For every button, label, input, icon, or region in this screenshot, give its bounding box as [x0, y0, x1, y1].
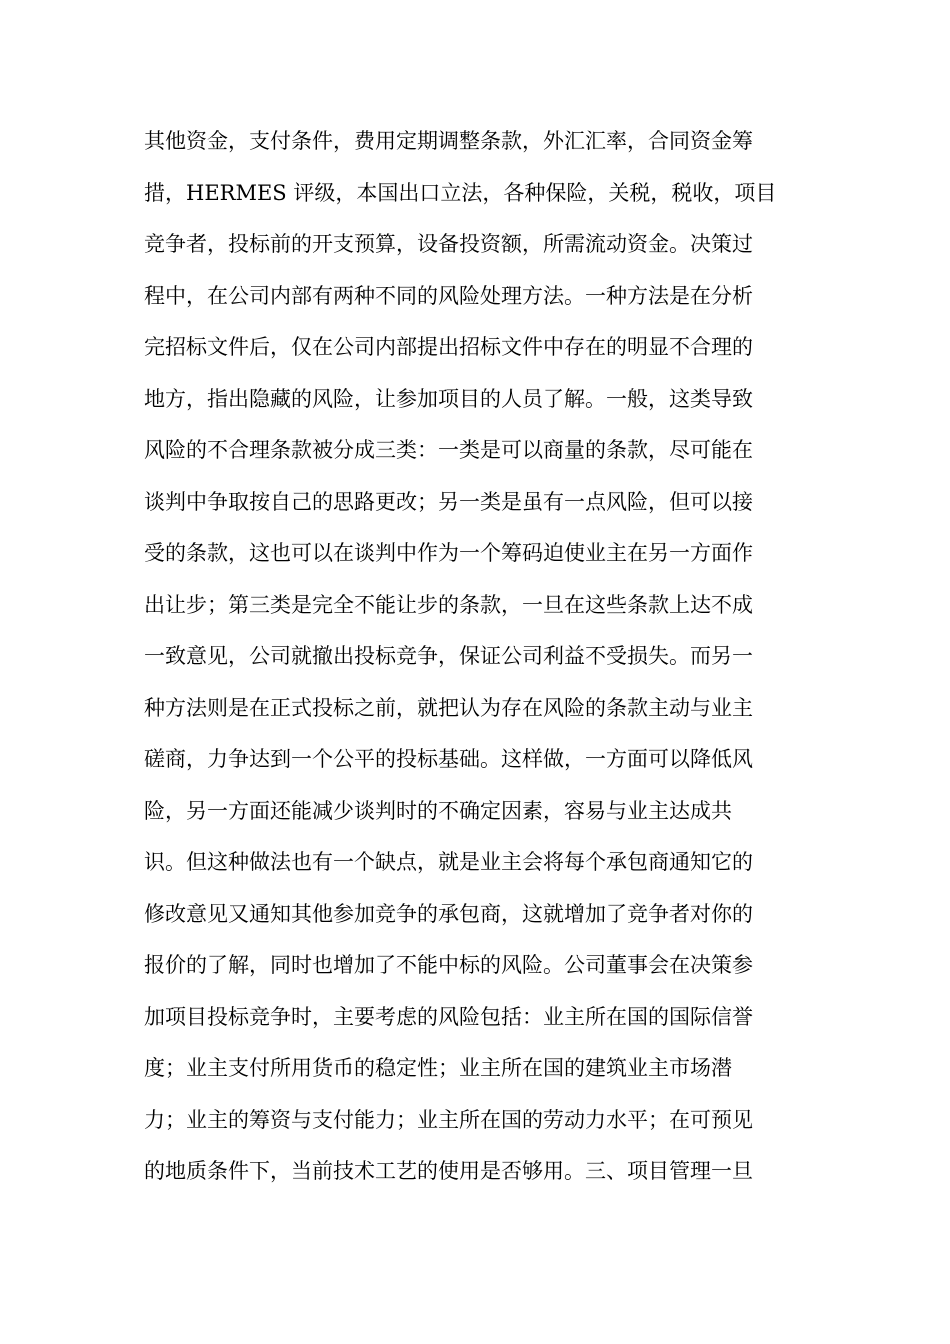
text-line: 程中，在公司内部有两种不同的风险处理方法。一种方法是在分析	[144, 283, 753, 308]
text-line: 其他资金，支付条件，费用定期调整条款，外汇汇率，合同资金筹	[144, 129, 753, 153]
text-line: 措，HERMES 评级，本国出口立法，各种保险，关税，税收，项目	[144, 180, 777, 205]
text-line: 谈判中争取按自己的思路更改；另一类是虽有一点风险，但可以接	[144, 489, 753, 514]
text-line: 险，另一方面还能减少谈判时的不确定因素，容易与业主达成共	[144, 798, 732, 823]
text-line: 加项目投标竞争时，主要考虑的风险包括：业主所在国的国际信誉	[144, 1004, 753, 1029]
text-line: 修改意见又通知其他参加竞争的承包商，这就增加了竞争者对你的	[144, 901, 753, 926]
text-line: 的地质条件下，当前技术工艺的使用是否够用。三、项目管理一旦	[144, 1159, 753, 1183]
text-line: 完招标文件后，仅在公司内部提出招标文件中存在的明显不合理的	[144, 335, 753, 359]
text-line: 地方，指出隐藏的风险，让参加项目的人员了解。一般，这类导致	[144, 386, 753, 411]
text-line: 一致意见，公司就撤出投标竞争，保证公司利益不受损失。而另一	[144, 644, 753, 668]
text-line: 出让步；第三类是完全不能让步的条款，一旦在这些条款上达不成	[144, 592, 753, 617]
text-line: 种方法则是在正式投标之前，就把认为存在风险的条款主动与业主	[144, 695, 753, 720]
text-line: 磋商，力争达到一个公平的投标基础。这样做，一方面可以降低风	[144, 747, 753, 771]
text-line: 竞争者，投标前的开支预算，设备投资额，所需流动资金。决策过	[144, 232, 753, 256]
text-line: 报价的了解，同时也增加了不能中标的风险。公司董事会在决策参	[144, 953, 753, 977]
text-line: 风险的不合理条款被分成三类：一类是可以商量的条款，尽可能在	[144, 438, 753, 462]
body-paragraph	[144, 116, 804, 1198]
text-line: 度；业主支付所用货币的稳定性；业主所在国的建筑业主市场潜	[144, 1056, 732, 1080]
text-line: 识。但这种做法也有一个缺点，就是业主会将每个承包商通知它的	[144, 850, 753, 874]
text-line: 受的条款，这也可以在谈判中作为一个筹码迫使业主在另一方面作	[144, 541, 753, 565]
text-line: 力；业主的筹资与支付能力；业主所在国的劳动力水平；在可预见	[144, 1107, 753, 1132]
